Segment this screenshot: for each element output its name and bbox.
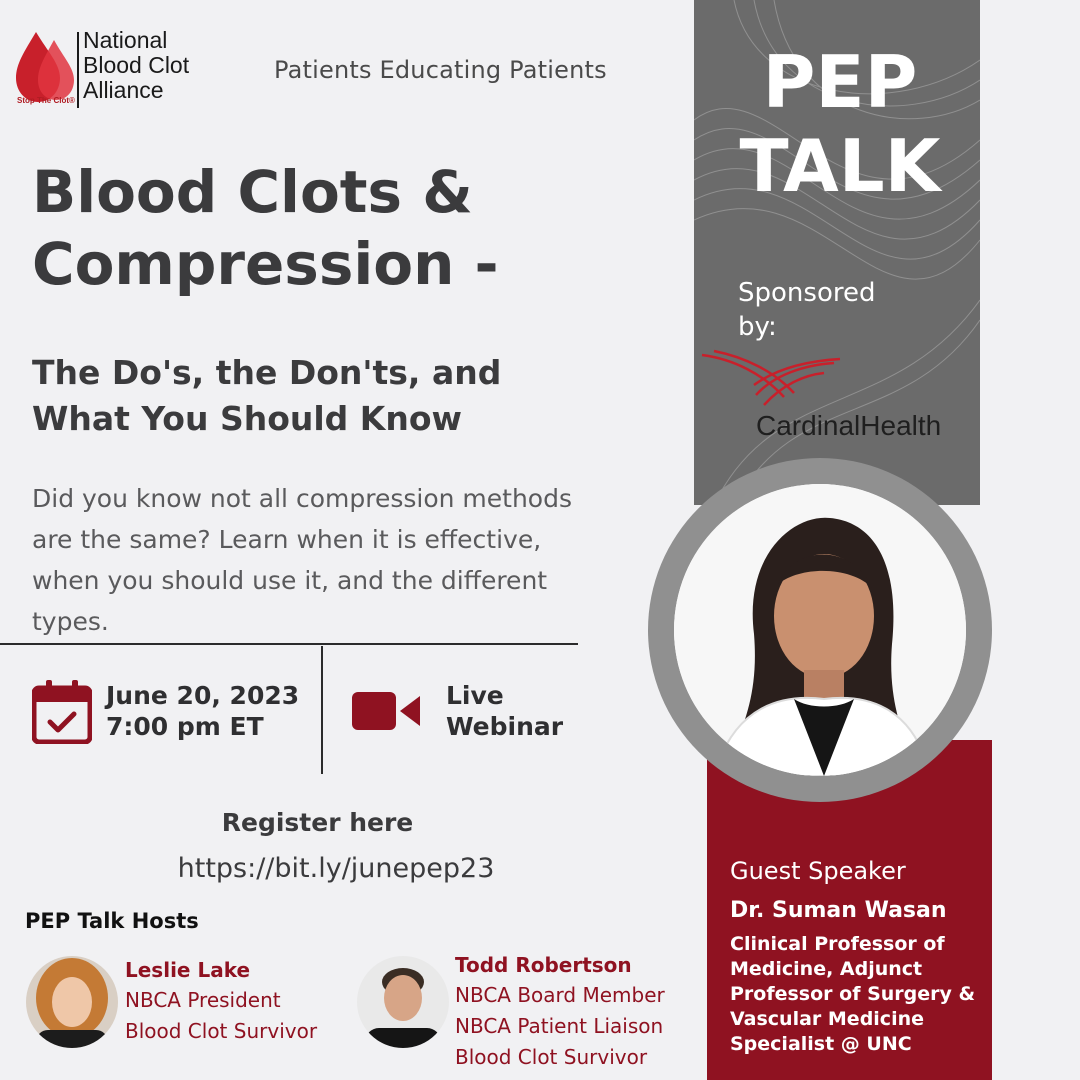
divider-vertical bbox=[321, 646, 323, 774]
org-name-line: National bbox=[83, 27, 168, 53]
logo-divider bbox=[77, 32, 79, 108]
speaker-title: Clinical Professor of Medicine, Adjunct Professor of Surgery & Vascular Medicine Specialist @ UNC bbox=[730, 933, 976, 1055]
format-line: Live bbox=[446, 681, 504, 710]
sponsor-name bbox=[756, 410, 941, 442]
pep-talk-heading bbox=[700, 40, 980, 208]
sponsored-line: Sponsored bbox=[738, 278, 876, 308]
format-line: Webinar bbox=[446, 712, 564, 741]
event-date: June 20, 2023 bbox=[106, 681, 300, 710]
register-link[interactable]: https://bit.ly/junepep23 bbox=[177, 853, 495, 884]
host-avatar bbox=[357, 956, 449, 1048]
host-detail-line: NBCA Board Member bbox=[455, 983, 665, 1007]
speaker-photo bbox=[674, 484, 966, 776]
calendar-check-icon bbox=[32, 680, 92, 744]
org-name bbox=[83, 28, 189, 103]
subtitle-line: The Do's, the Don'ts, and bbox=[32, 353, 502, 392]
host-name: Leslie Lake bbox=[125, 958, 251, 982]
sponsored-by bbox=[738, 276, 875, 344]
org-name-line: Alliance bbox=[83, 77, 164, 103]
org-name-line: Blood Clot bbox=[83, 52, 190, 78]
host-avatar bbox=[26, 956, 118, 1048]
host-name: Todd Robertson bbox=[455, 953, 632, 977]
title-line: Compression - bbox=[32, 230, 499, 298]
sponsor-name-light: Health bbox=[860, 410, 942, 441]
speaker-name: Dr. Suman Wasan bbox=[730, 898, 947, 923]
logo-tagline: Stop The Clot® bbox=[17, 96, 75, 105]
host-detail-line: Blood Clot Survivor bbox=[455, 1045, 648, 1069]
event-subtitle bbox=[32, 350, 501, 442]
host-detail-line: Blood Clot Survivor bbox=[125, 1019, 318, 1043]
host-details bbox=[455, 980, 665, 1073]
divider-horizontal bbox=[0, 643, 578, 645]
hosts-heading: PEP Talk Hosts bbox=[25, 909, 199, 933]
video-camera-icon bbox=[350, 688, 422, 734]
register-label: Register here bbox=[221, 808, 414, 837]
host-detail-line: NBCA President bbox=[125, 988, 281, 1012]
pep-talk-line: TALK bbox=[739, 124, 941, 208]
event-time: 7:00 pm ET bbox=[106, 712, 264, 741]
event-description: Did you know not all compression methods are the same? Learn when it is effective, when you should use it, and the different types. bbox=[32, 484, 572, 636]
event-title bbox=[32, 156, 499, 300]
event-format bbox=[446, 680, 563, 742]
host-details bbox=[125, 985, 317, 1047]
pep-talk-line: PEP bbox=[762, 40, 918, 124]
host-detail-line: NBCA Patient Liaison bbox=[455, 1014, 664, 1038]
sponsored-line: by: bbox=[738, 312, 777, 342]
program-tagline: Patients Educating Patients bbox=[274, 56, 607, 84]
title-line: Blood Clots & bbox=[32, 158, 473, 226]
sponsor-name-bold: Cardinal bbox=[756, 410, 861, 441]
guest-speaker-label: Guest Speaker bbox=[730, 857, 906, 885]
event-datetime bbox=[106, 680, 299, 742]
subtitle-line: What You Should Know bbox=[32, 399, 463, 438]
